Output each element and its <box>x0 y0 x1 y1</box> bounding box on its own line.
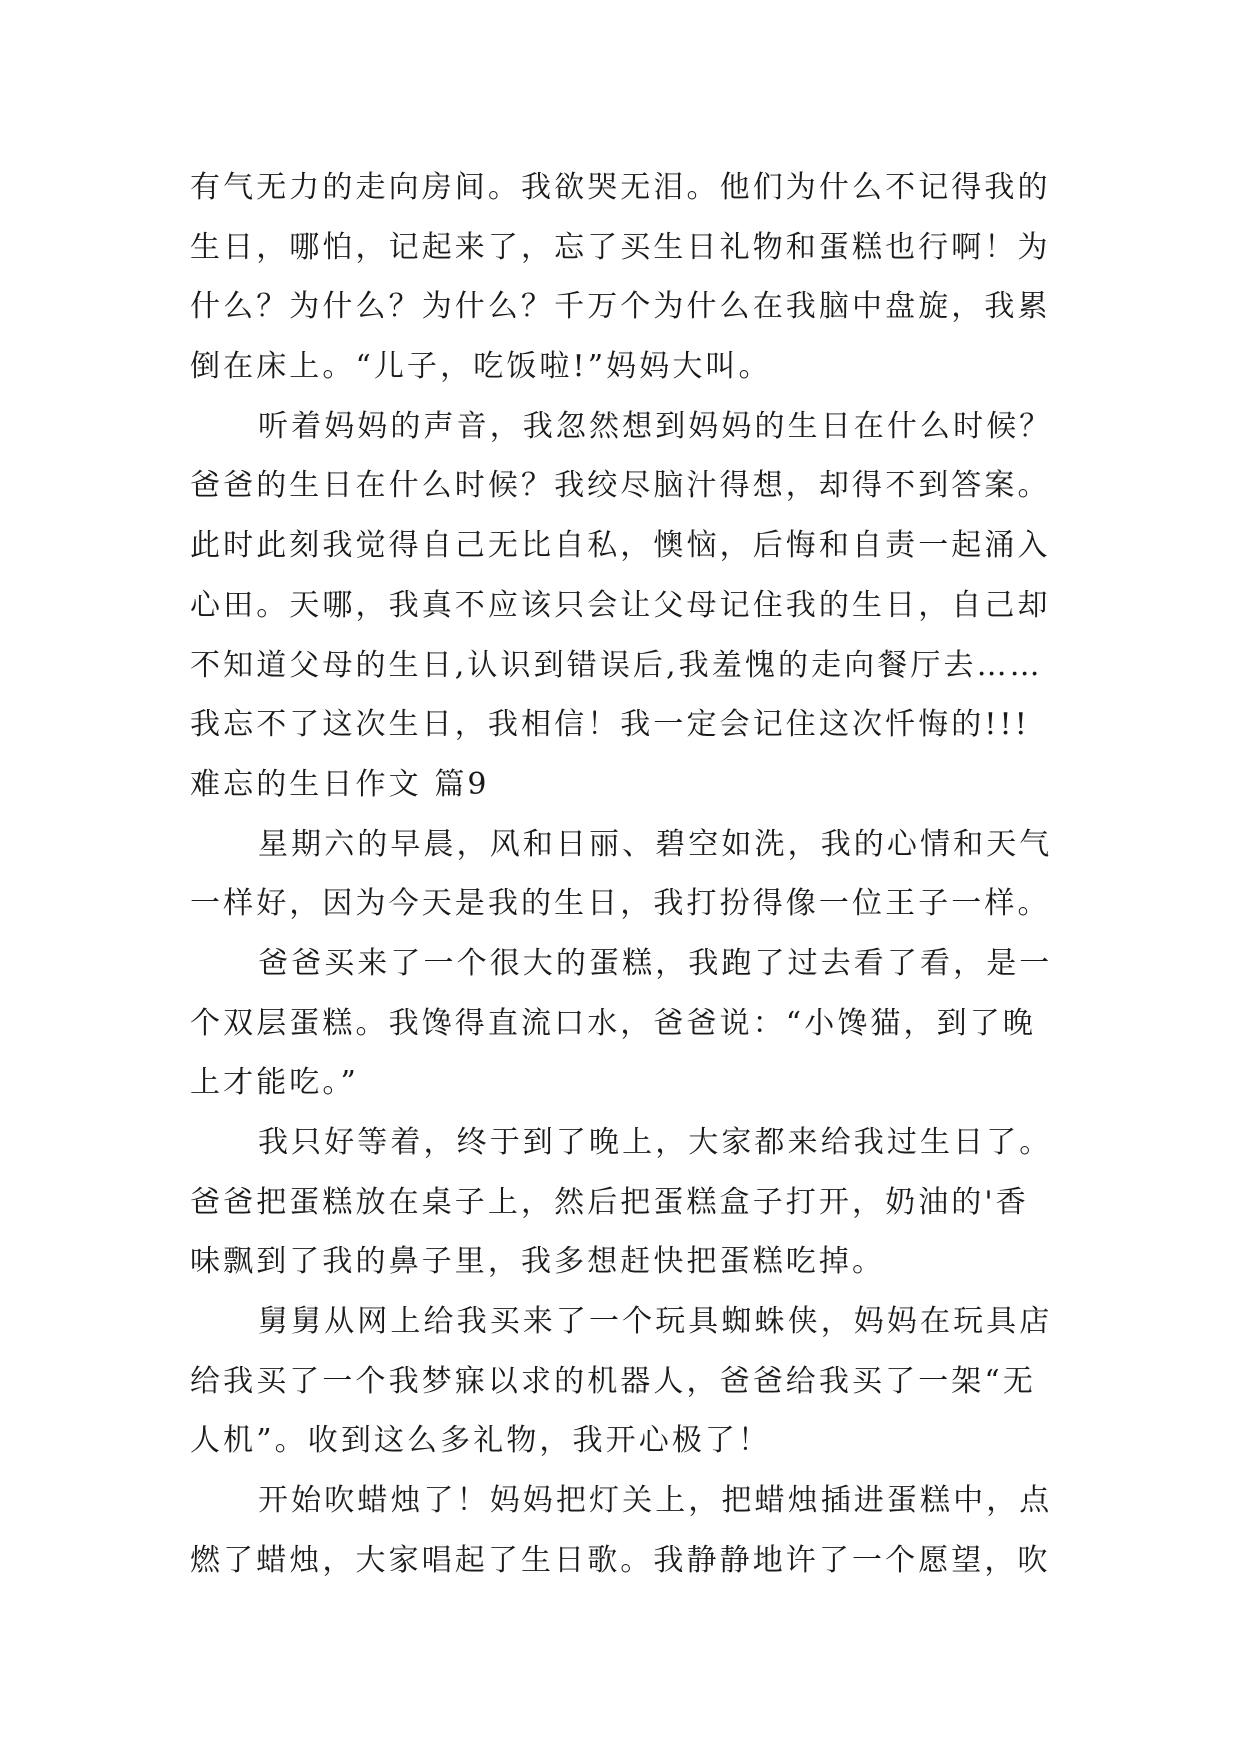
text-line: 爸爸的生日在什么时候？我绞尽脑汁得想，却得不到答案。 <box>190 468 1051 504</box>
paragraph-first-line: 开始吹蜡烛了！妈妈把灯关上，把蜡烛插进蛋糕中，点 <box>258 1483 1053 1519</box>
paragraph-first-line: 星期六的早晨，风和日丽、碧空如洗，我的心情和天气 <box>258 826 1053 862</box>
paragraph-first-line: 听着妈妈的声音，我忽然想到妈妈的生日在什么时候？ <box>258 408 1053 444</box>
text-line: 一样好，因为今天是我的生日，我打扮得像一位王子一样。 <box>190 886 1051 922</box>
text-line: 此时此刻我觉得自己无比自私，懊恼，后悔和自责一起涌入 <box>190 528 1051 564</box>
essay-text <box>190 158 1070 1591</box>
text-line: 上才能吃。” <box>190 1065 359 1101</box>
text-line: 什么？为什么？为什么？千万个为什么在我脑中盘旋，我累 <box>190 289 1051 325</box>
text-line: 个双层蛋糕。我馋得直流口水，爸爸说：“小馋猫，到了晚 <box>190 1005 1036 1041</box>
paragraph-first-line: 爸爸买来了一个很大的蛋糕，我跑了过去看了看，是一 <box>258 945 1053 981</box>
text-line: 倒在床上。“儿子，吃饭啦!”妈妈大叫。 <box>190 349 772 385</box>
text-line: 生日，哪怕，记起来了，忘了买生日礼物和蛋糕也行啊！为 <box>190 229 1051 265</box>
text-line: 有气无力的走向房间。我欲哭无泪。他们为什么不记得我的 <box>190 170 1051 205</box>
text-line: 不知道父母的生日,认识到错误后,我羞愧的走向餐厅去…… <box>190 647 1043 683</box>
paragraph-first-line: 舅舅从网上给我买来了一个玩具蜘蛛侠，妈妈在玩具店 <box>258 1304 1053 1340</box>
paragraph-first-line: 我只好等着，终于到了晚上，大家都来给我过生日了。 <box>258 1125 1053 1160</box>
text-line: 燃了蜡烛，大家唱起了生日歌。我静静地许了一个愿望，吹 <box>190 1542 1051 1578</box>
text-line: 爸爸把蛋糕放在桌子上，然后把蛋糕盒子打开，奶油的'香 <box>190 1184 1029 1220</box>
text-line: 给我买了一个我梦寐以求的机器人，爸爸给我买了一架“无 <box>190 1363 1036 1399</box>
text-line: 心田。天哪，我真不应该只会让父母记住我的生日，自己却 <box>190 587 1051 623</box>
text-line: 人机”。收到这么多礼物，我开心极了！ <box>190 1423 772 1459</box>
text-line: 味飘到了我的鼻子里，我多想赶快把蛋糕吃掉。 <box>190 1244 886 1280</box>
text-line: 我忘不了这次生日，我相信！我一定会记住这次忏悔的!!! <box>190 707 1030 743</box>
section-heading: 难忘的生日作文 篇9 <box>190 766 490 802</box>
